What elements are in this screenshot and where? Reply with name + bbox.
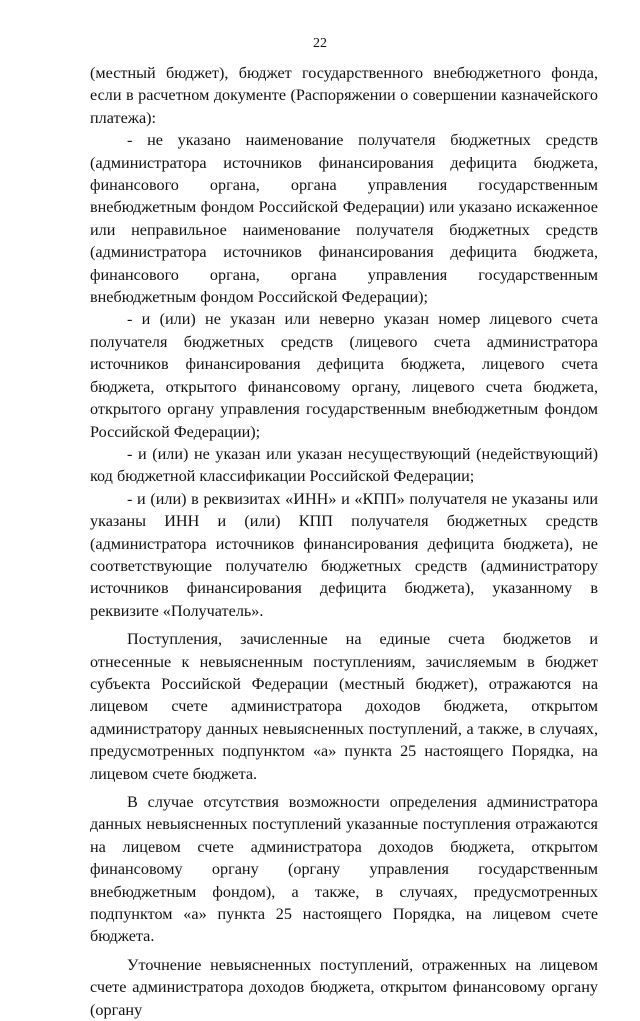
paragraph-clarification: Уточнение невыясненных поступлений, отраженных на лицевом счете администратора доходов бюджета, открытом финансовому органу (органу — [90, 955, 598, 1019]
page-number: 22 — [313, 36, 327, 51]
list-item-account-number: - и (или) не указан или неверно указан номер лицевого счета получателя бюджетных средств (лицевого счета администратора источников финансирования дефицита бюджета, лицевого счета бюджета, открытого финансовому органу, лицевого счета бюджета, открытого органу управления государственным внебюджетным фондом Российской Федерации); — [90, 310, 598, 441]
list-item-recipient-name: - не указано наименование получателя бюджетных средств (администратора источников финансирования дефицита бюджета, финансового органа, органа управления государственным внебюджетным фондом Российской Федерации) или указано искаженное или неправильное наименование получателя бюджетных средств (администратора источников финансирования дефицита бюджета, финансового органа, органа управления государственным внебюджетным фондом Российской Федерации); — [90, 131, 598, 307]
paragraph-intro-continuation: (местный бюджет), бюджет государственного внебюджетного фонда, если в расчетном документе (Распоряжении о совершении казначейского платежа): — [90, 64, 598, 127]
list-item-inn-kpp: - и (или) в реквизитах «ИНН» и «КПП» получателя не указаны или указаны ИНН и (или) КПП получателя бюджетных средств (администратора источников финансирования дефицита бюджета), не соответствующие получателю бюджетных средств (администратору источников финансирования дефицита бюджета), указанному в реквизите «Получатель». — [90, 489, 598, 620]
list-item-classification-code: - и (или) не указан или указан несуществующий (недействующий) код бюджетной классификации Российской Федерации; — [90, 444, 598, 486]
document-body — [90, 62, 598, 1021]
paragraph-receipts-reflection: Поступления, зачисленные на единые счета бюджетов и отнесенные к невыясненным поступлениям, зачисляемым в бюджет субъекта Российской Федерации (местный бюджет), отражаются на лицевом счете администратора доходов бюджета, открытом администратору данных невыясненных поступлений, а также, в случаях, предусмотренных подпунктом «а» пункта 25 настоящего Порядка, на лицевом счете бюджета. — [90, 630, 598, 783]
paragraph-no-administrator: В случае отсутствия возможности определения администратора данных невыясненных поступлений указанные поступления отражаются на лицевом счете администратора доходов бюджета, открытом финансовому органу (органу управления государственным внебюджетным фондом), а также, в случаях, предусмотренных подпунктом «а» пункта 25 настоящего Порядка, на лицевом счете бюджета. — [90, 793, 598, 946]
